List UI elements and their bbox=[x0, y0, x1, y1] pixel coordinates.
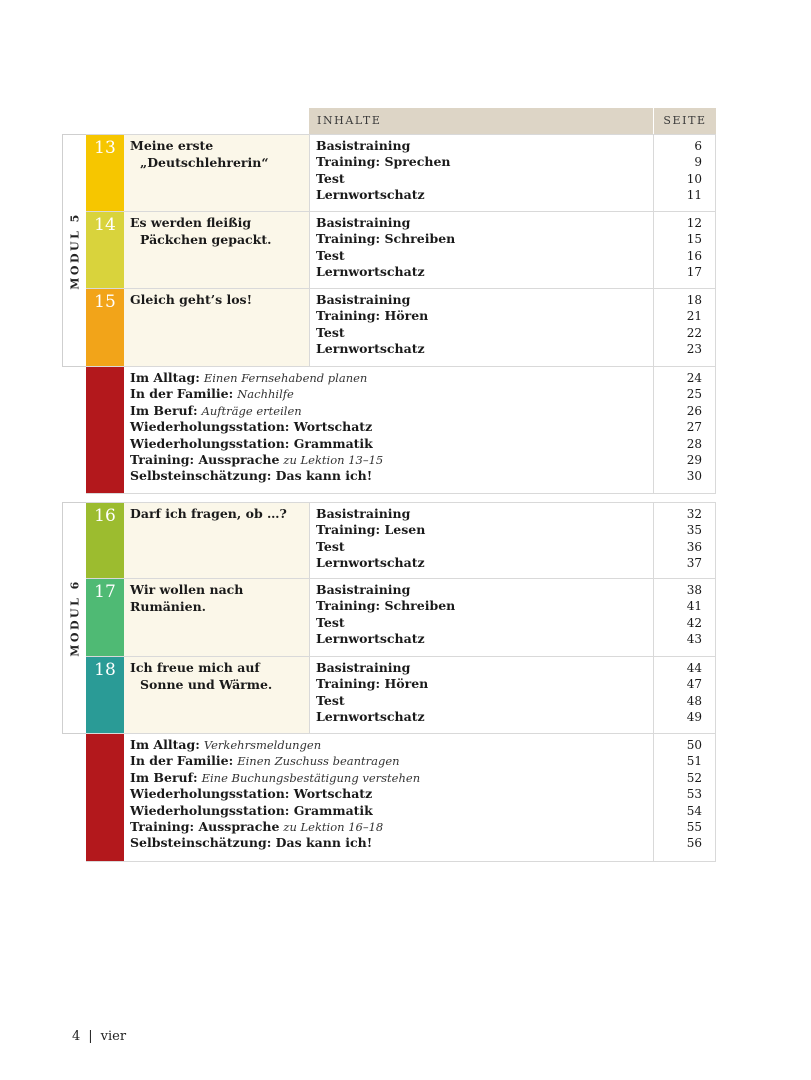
right-edge bbox=[715, 367, 716, 493]
right-edge bbox=[715, 135, 716, 211]
item[interactable]: Basistraining bbox=[316, 506, 411, 521]
extra-item[interactable]: Im Beruf: Aufträge erteilen bbox=[130, 402, 302, 418]
item[interactable]: Test bbox=[316, 170, 345, 186]
lesson-row-14 bbox=[86, 212, 716, 289]
page-number: 36 bbox=[686, 539, 702, 554]
inhalte-header: INHALTE bbox=[309, 108, 653, 134]
extra-item[interactable]: Wiederholungsstation: Grammatik bbox=[130, 435, 373, 451]
page-number: 35 bbox=[686, 523, 702, 538]
page-number: 27 bbox=[686, 420, 702, 435]
lesson-title-line1: Ich freue mich auf bbox=[130, 660, 260, 675]
lesson-items bbox=[316, 506, 646, 572]
item[interactable]: Basistraining bbox=[316, 660, 411, 675]
page-numbers bbox=[652, 138, 702, 204]
lesson-title-line1: Darf ich fragen, ob …? bbox=[130, 506, 287, 521]
page-numbers bbox=[652, 582, 702, 648]
page-number: 17 bbox=[686, 265, 702, 280]
extra-item[interactable]: Im Alltag: Verkehrsmeldungen bbox=[130, 737, 322, 752]
page-number: 9 bbox=[694, 155, 702, 170]
item[interactable]: Training: Hören bbox=[316, 676, 429, 692]
page-number: 37 bbox=[686, 556, 702, 571]
item[interactable]: Training: Lesen bbox=[316, 522, 426, 538]
extra-item[interactable]: Training: Aussprache zu Lektion 13–15 bbox=[130, 452, 384, 468]
item[interactable]: Test bbox=[316, 247, 345, 263]
lesson-number: 17 bbox=[94, 582, 116, 602]
page-numbers bbox=[652, 370, 702, 485]
lesson-number: 15 bbox=[94, 292, 116, 312]
module-label bbox=[62, 502, 86, 734]
page-numbers bbox=[652, 506, 702, 572]
extra-item[interactable]: Im Alltag: Einen Fernsehabend planen bbox=[130, 370, 368, 385]
page-number: 48 bbox=[686, 693, 702, 708]
page-number: 15 bbox=[686, 232, 702, 247]
page-number: 28 bbox=[686, 436, 702, 451]
item[interactable]: Lernwortschatz bbox=[316, 709, 425, 725]
lesson-title-line2: Päckchen gepackt. bbox=[140, 231, 272, 247]
item[interactable]: Lernwortschatz bbox=[316, 555, 425, 571]
page-number: 41 bbox=[686, 599, 702, 614]
page-number: 10 bbox=[686, 171, 702, 186]
page-number: 23 bbox=[686, 342, 702, 357]
right-edge bbox=[715, 503, 716, 578]
right-edge bbox=[715, 734, 716, 861]
item[interactable]: Training: Hören bbox=[316, 308, 429, 324]
lesson-title-line1: Gleich geht’s los! bbox=[130, 292, 253, 307]
page-number: 54 bbox=[686, 803, 702, 818]
lesson-items bbox=[316, 292, 646, 358]
footer-page-word: vier bbox=[100, 1029, 127, 1044]
page-number: 21 bbox=[686, 309, 702, 324]
item[interactable]: Test bbox=[316, 324, 345, 340]
item[interactable]: Basistraining bbox=[316, 215, 411, 230]
page-numbers bbox=[652, 660, 702, 726]
page-number: 12 bbox=[686, 216, 702, 230]
extra-item[interactable]: Wiederholungsstation: Wortschatz bbox=[130, 786, 373, 802]
right-edge bbox=[715, 579, 716, 656]
extra-item[interactable]: Wiederholungsstation: Grammatik bbox=[130, 802, 373, 818]
item[interactable]: Training: Sprechen bbox=[316, 154, 451, 170]
item[interactable]: Basistraining bbox=[316, 138, 411, 153]
lesson-row-18 bbox=[86, 657, 716, 734]
item[interactable]: Lernwortschatz bbox=[316, 187, 425, 203]
page-number: 51 bbox=[686, 754, 702, 769]
page-number: 52 bbox=[686, 770, 702, 785]
page-number: 55 bbox=[686, 820, 702, 835]
extras-list bbox=[130, 737, 650, 852]
item[interactable]: Test bbox=[316, 692, 345, 708]
lesson-items bbox=[316, 138, 646, 204]
page-number: 26 bbox=[686, 403, 702, 418]
lesson-number: 14 bbox=[94, 215, 116, 235]
page-number: 43 bbox=[686, 632, 702, 647]
page-number: 53 bbox=[686, 787, 702, 802]
page-number: 50 bbox=[686, 738, 702, 752]
extra-item[interactable]: Selbsteinschätzung: Das kann ich! bbox=[130, 468, 373, 484]
page-number: 38 bbox=[686, 583, 702, 597]
page-number: 18 bbox=[686, 293, 702, 307]
footer-page-number: 4 bbox=[72, 1029, 81, 1044]
lesson-row-13 bbox=[86, 134, 716, 212]
lesson-title-line2: „Deutschlehrerin“ bbox=[140, 154, 269, 170]
lesson-row-17 bbox=[86, 579, 716, 657]
item[interactable]: Lernwortschatz bbox=[316, 631, 425, 647]
module-6 bbox=[62, 502, 716, 862]
lesson-title bbox=[124, 212, 310, 288]
lesson-title-line2: Sonne und Wärme. bbox=[140, 676, 273, 692]
lesson-title bbox=[124, 289, 310, 366]
extras-color-bar bbox=[86, 367, 124, 493]
lesson-title bbox=[124, 135, 310, 211]
lesson-title-line1: Es werden fleißig bbox=[130, 215, 252, 230]
page-number: 6 bbox=[694, 139, 702, 153]
lesson-title bbox=[124, 503, 310, 578]
right-edge bbox=[715, 657, 716, 733]
extra-item[interactable]: In der Familie: Nachhilfe bbox=[130, 386, 294, 402]
page-number: 49 bbox=[686, 710, 702, 725]
lesson-title bbox=[124, 657, 310, 733]
module-label bbox=[62, 134, 86, 367]
lesson-title-line1: Meine erste bbox=[130, 138, 214, 153]
lesson-number: 16 bbox=[94, 506, 116, 526]
lesson-items bbox=[316, 215, 646, 281]
module-label-text: MODUL 6 bbox=[68, 579, 81, 657]
page-numbers bbox=[652, 292, 702, 358]
lesson-title-line1: Wir wollen nach Rumänien. bbox=[130, 582, 244, 614]
item[interactable]: Basistraining bbox=[316, 582, 411, 597]
extra-item[interactable]: Im Beruf: Eine Buchungsbestätigung verstehen bbox=[130, 769, 421, 785]
page-numbers bbox=[652, 737, 702, 852]
lesson-title bbox=[124, 579, 310, 656]
page-number: 56 bbox=[686, 836, 702, 851]
item[interactable]: Training: Schreiben bbox=[316, 231, 456, 247]
seite-header: SEITE bbox=[654, 108, 716, 134]
lesson-row-15 bbox=[86, 289, 716, 367]
page-footer bbox=[72, 1029, 126, 1044]
extra-item[interactable]: Wiederholungsstation: Wortschatz bbox=[130, 419, 373, 435]
item[interactable]: Lernwortschatz bbox=[316, 264, 425, 280]
item[interactable]: Test bbox=[316, 614, 345, 630]
page-number: 25 bbox=[686, 387, 702, 402]
lesson-items bbox=[316, 660, 646, 726]
module-extras bbox=[86, 367, 716, 494]
page-number: 47 bbox=[686, 677, 702, 692]
item[interactable]: Training: Schreiben bbox=[316, 598, 456, 614]
right-edge bbox=[715, 289, 716, 366]
page-numbers bbox=[652, 215, 702, 281]
page-number: 30 bbox=[686, 469, 702, 484]
page-number: 11 bbox=[686, 188, 702, 203]
extras-list bbox=[130, 370, 650, 485]
page-number: 29 bbox=[686, 453, 702, 468]
lesson-row-16 bbox=[86, 502, 716, 579]
module-label-text: MODUL 5 bbox=[68, 211, 81, 290]
extra-item[interactable]: In der Familie: Einen Zuschuss beantragen bbox=[130, 753, 400, 769]
item[interactable]: Test bbox=[316, 538, 345, 554]
right-edge bbox=[715, 212, 716, 288]
extra-item[interactable]: Training: Aussprache zu Lektion 16–18 bbox=[130, 819, 384, 835]
page-number: 32 bbox=[686, 507, 702, 521]
module-extras bbox=[86, 734, 716, 862]
page-number: 24 bbox=[686, 371, 702, 385]
module-5 bbox=[62, 134, 716, 494]
extra-item[interactable]: Selbsteinschätzung: Das kann ich! bbox=[130, 835, 373, 851]
page-number: 42 bbox=[686, 615, 702, 630]
page-number: 16 bbox=[686, 248, 702, 263]
lesson-items bbox=[316, 582, 646, 648]
page-number: 22 bbox=[686, 325, 702, 340]
item[interactable]: Basistraining bbox=[316, 292, 411, 307]
page-number: 44 bbox=[686, 661, 702, 675]
extras-color-bar bbox=[86, 734, 124, 861]
footer-separator: | bbox=[88, 1029, 93, 1044]
item[interactable]: Lernwortschatz bbox=[316, 341, 425, 357]
lesson-number: 18 bbox=[94, 660, 116, 680]
lesson-number: 13 bbox=[94, 138, 116, 158]
